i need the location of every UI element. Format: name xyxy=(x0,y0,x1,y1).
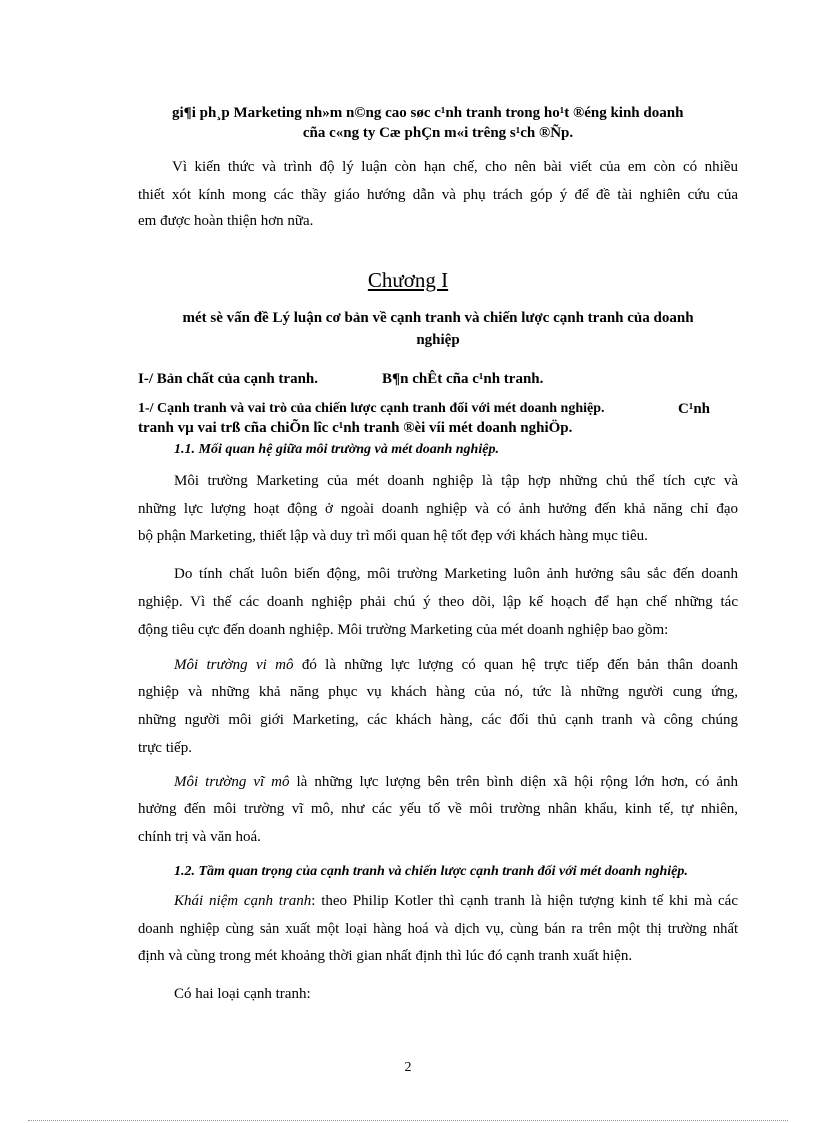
section-heading-i-legacy: B¶n chÊt cña c¹nh tranh. xyxy=(382,371,544,387)
chapter-title: Chương I xyxy=(367,268,449,292)
subsection-heading-1: 1-/ Cạnh tranh và vai trò của chiến lược cạnh tranh đối với mét doanh nghiệp. xyxy=(138,401,605,416)
page-number: 2 xyxy=(404,1060,412,1075)
paragraph-line: động tiêu cực đến doanh nghiệp. Môi trường Marketing của mét doanh nghiệp bao gồm: xyxy=(138,622,669,638)
paragraph-line: chính trị và văn hoá. xyxy=(138,829,261,845)
intro-paragraph-line: thiết xót kính mong các thầy giáo hướng dẫn và phụ trách góp ý để đề tài nghiên cứu của xyxy=(138,187,738,203)
term-macro-environment: Môi trường vĩ mô xyxy=(174,774,290,790)
chapter-subtitle-line-1: mét sè vấn đề Lý luận cơ bản về cạnh tranh và chiến lược cạnh tranh của doanh xyxy=(182,310,694,326)
micro-definition-start: đó là những lực lượng có quan hệ trực tiếp đến bản thân doanh xyxy=(293,657,739,673)
paragraph-line xyxy=(174,656,738,674)
concept-definition-start: : theo Philip Kotler thì cạnh tranh là hiện tượng kinh tế khi mà các xyxy=(311,893,738,909)
paragraph-line: hưởng đến môi trường vĩ mô, như các yếu tố về môi trường nhân khẩu, kinh tế, tự nhiên, xyxy=(138,801,738,817)
paragraph-line: nghiệp và những khả năng phục vụ khách hàng của nó, tức là những người cung ứng, xyxy=(138,684,738,700)
paragraph-line xyxy=(174,773,738,791)
paragraph-line: trực tiếp. xyxy=(138,740,192,756)
page-break-divider xyxy=(28,1120,788,1121)
intro-title-line-1: gi¶i ph¸p Marketing nh»m n©ng cao søc c¹nh tranh trong ho¹t ®éng kinh doanh xyxy=(172,105,684,121)
heading-1-1: 1.1. Mối quan hệ giữa môi trường và mét doanh nghiệp. xyxy=(174,442,499,457)
paragraph-line: những lực lượng hoạt động ở ngoài doanh nghiệp và có ảnh hưởng đến khả năng chỉ đạo xyxy=(138,501,738,517)
paragraph-line: Có hai loại cạnh tranh: xyxy=(174,986,311,1002)
section-heading-i: I-/ Bản chất của cạnh tranh. xyxy=(138,371,319,387)
subsection-heading-1-legacy-line-2: tranh vµ vai trß cña chiÕn lîc c¹nh tranh ®èi víi mét doanh nghiÖp. xyxy=(138,420,573,436)
heading-1-2: 1.2. Tầm quan trọng của cạnh tranh và chiến lược cạnh tranh đối với mét doanh nghiệp. xyxy=(174,864,688,879)
paragraph-line: Môi trường Marketing của mét doanh nghiệp là tập hợp những chủ thể tích cực và xyxy=(174,473,738,489)
paragraph-line: bộ phận Marketing, thiết lập và duy trì mối quan hệ tốt đẹp với khách hàng mục tiêu. xyxy=(138,528,648,544)
intro-paragraph-line: Vì kiến thức và trình độ lý luận còn hạn chế, cho nên bài viết của em còn có nhiều xyxy=(172,159,738,175)
subsection-heading-1-legacy: C¹nh xyxy=(678,401,711,417)
paragraph-line: nghiệp. Vì thế các doanh nghiệp phải chú ý theo dõi, lập kế hoạch để hạn chế những tác xyxy=(138,594,738,610)
term-competition-concept: Khái niệm cạnh tranh xyxy=(174,893,312,909)
chapter-subtitle-line-2: nghiệp xyxy=(416,332,460,348)
intro-title-line-2: cña c«ng ty Cæ phÇn m«i trêng s¹ch ®Ñp. xyxy=(302,125,574,141)
paragraph-line: những người môi giới Marketing, các khách hàng, các đối thủ cạnh tranh và công chúng xyxy=(138,712,738,728)
macro-definition-start: là những lực lượng bên trên bình diện xã hội rộng lớn hơn, có ảnh xyxy=(289,774,739,790)
intro-paragraph-line: em được hoàn thiện hơn nữa. xyxy=(138,213,314,229)
term-micro-environment: Môi trường vi mô xyxy=(174,657,294,673)
paragraph-line: định và cùng trong mét khoảng thời gian nhất định thì lúc đó cạnh tranh xuất hiện. xyxy=(138,948,633,964)
paragraph-line: Do tính chất luôn biến động, môi trường Marketing luôn ảnh hưởng sâu sắc đến doanh xyxy=(174,566,738,582)
paragraph-line: doanh nghiệp cùng sản xuất một loại hàng hoá và dịch vụ, cùng bán ra trên một thị trường nhất xyxy=(138,921,738,937)
paragraph-line xyxy=(174,892,738,910)
